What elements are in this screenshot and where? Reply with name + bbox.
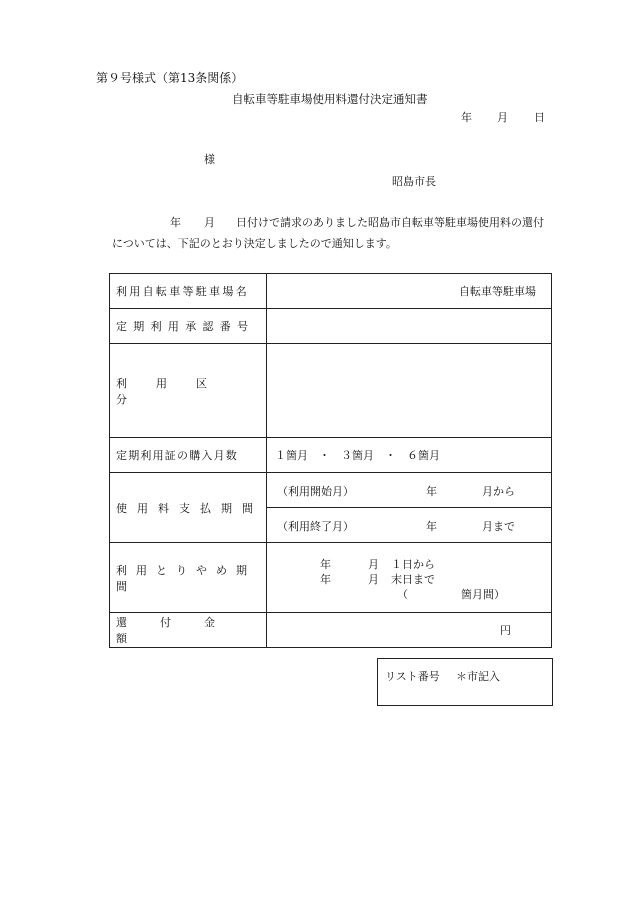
payment-start-label: （利用開始月） <box>277 485 354 498</box>
category-label: 利用区分 <box>116 376 236 406</box>
parking-value: 自転車等駐車場 <box>459 285 536 298</box>
quit-value-cell <box>267 543 552 613</box>
quit-from: １日から <box>391 558 435 571</box>
quit-year-1: 年 <box>320 558 331 571</box>
refund-value-cell <box>267 613 552 648</box>
months-value-cell <box>267 438 552 473</box>
list-number-note: ＊市記入 <box>456 670 500 683</box>
payment-end-year: 年 <box>426 520 437 533</box>
quit-month-2: 月 <box>368 573 379 586</box>
refund-unit: 円 <box>500 624 511 637</box>
payment-label: 使用料支払期間 <box>116 501 263 515</box>
body-line2: については、下記のとおり決定しましたので通知します。 <box>112 237 397 250</box>
date-year-label: 年 <box>461 111 472 124</box>
date-day-label: 日 <box>534 111 545 124</box>
addressee-suffix: 様 <box>204 153 215 166</box>
parking-value-cell <box>267 274 552 309</box>
category-label-cell <box>110 344 267 438</box>
quit-to: 末日まで <box>391 573 435 586</box>
payment-label-cell <box>110 473 267 543</box>
body-month: 月 <box>204 216 215 229</box>
body-line1: 日付けで請求のありました昭島市自転車等駐車場使用料の還付 <box>236 216 544 229</box>
quit-label: 利用とりやめ期間 <box>116 563 256 593</box>
quit-label-cell <box>110 543 267 613</box>
payment-end-month: 月まで <box>482 520 515 533</box>
payment-start-year: 年 <box>426 485 437 498</box>
quit-year-2: 年 <box>320 573 331 586</box>
approval-value-cell <box>267 309 552 344</box>
approval-label-cell <box>110 309 267 344</box>
payment-start-cell <box>267 473 552 508</box>
months-label-cell <box>110 438 267 473</box>
form-number: 第９号様式（第13条関係） <box>96 71 244 85</box>
date-month-label: 月 <box>497 111 508 124</box>
refund-label: 還付金額 <box>116 616 248 645</box>
parking-label: 利用自転車等駐車場名 <box>116 285 249 298</box>
approval-label: 定期利用承認番号 <box>116 320 255 333</box>
document-title: 自転車等駐車場使用料還付決定通知書 <box>232 92 428 106</box>
payment-end-cell <box>267 508 552 543</box>
quit-month-count: 箇月間） <box>461 588 505 601</box>
issuer: 昭島市長 <box>392 175 436 188</box>
refund-form-table <box>109 273 552 648</box>
payment-end-label: （利用終了月） <box>277 520 354 533</box>
list-number-box <box>377 658 553 706</box>
months-label: 定期利用証の購入月数 <box>116 449 238 462</box>
body-year: 年 <box>170 216 181 229</box>
payment-start-month: 月から <box>482 485 515 498</box>
list-number-label: リスト番号 <box>385 670 440 683</box>
parking-label-cell <box>110 274 267 309</box>
quit-paren-open: （ <box>397 588 408 601</box>
category-value-cell <box>267 344 552 438</box>
refund-label-cell <box>110 613 267 648</box>
quit-month-1: 月 <box>368 558 379 571</box>
months-value: １箇月 ・ ３箇月 ・ ６箇月 <box>275 449 440 462</box>
